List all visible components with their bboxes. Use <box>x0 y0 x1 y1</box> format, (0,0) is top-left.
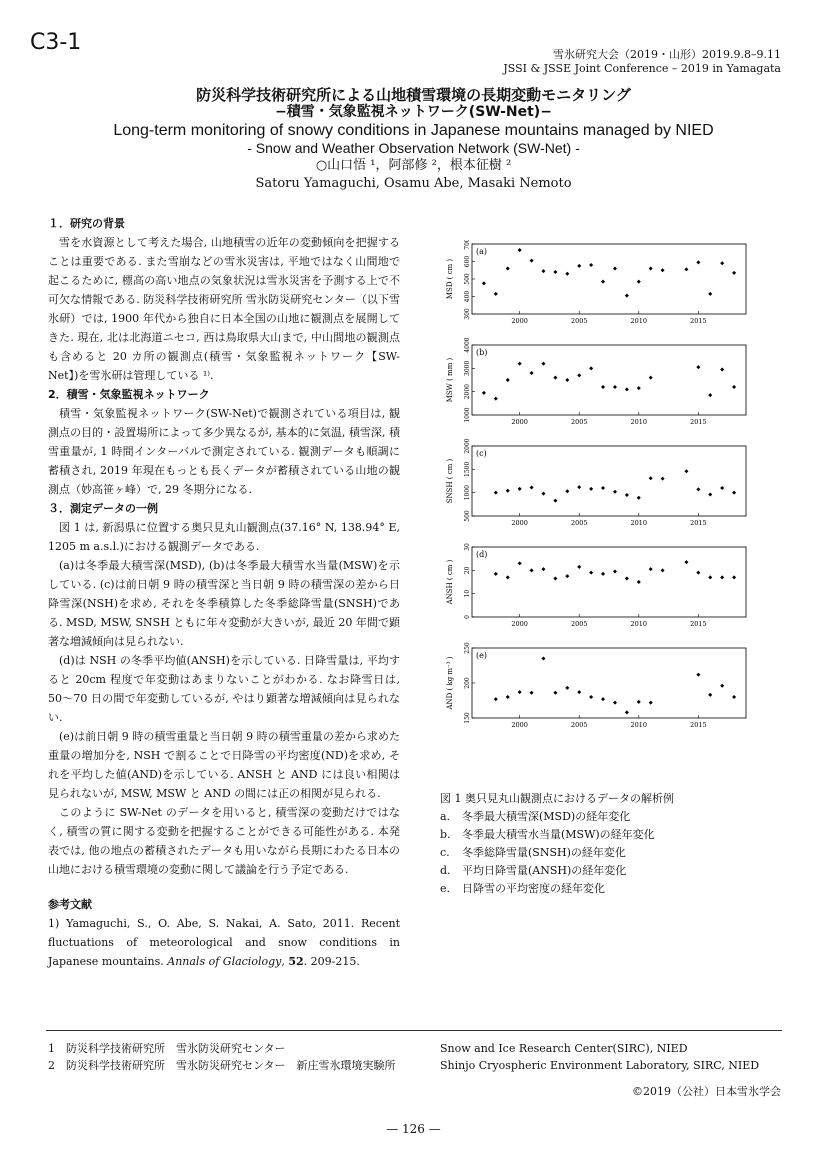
data-point <box>625 493 629 497</box>
y-tick-label: 500 <box>464 273 471 285</box>
data-point <box>720 684 724 688</box>
data-point <box>494 572 498 576</box>
y-tick-label: 200 <box>464 677 471 689</box>
data-point <box>494 292 498 296</box>
data-point <box>625 577 629 581</box>
data-point <box>732 491 736 495</box>
panel-frame <box>472 547 746 617</box>
data-point <box>565 574 569 578</box>
authors-en: Satoru Yamaguchi, Osamu Abe, Masaki Nemoto <box>255 176 572 191</box>
data-point <box>684 560 688 564</box>
title-en: Long-term monitoring of snowy conditions in Japanese mountains managed by NIED <box>113 122 714 139</box>
data-point <box>613 570 617 574</box>
x-tick-label: 2015 <box>690 418 707 426</box>
reference-1-journal: Annals of Glaciology <box>167 955 282 968</box>
data-point <box>637 580 641 584</box>
figure-caption-title: 図 1 奥只見丸山観測点におけるデータの解析例 <box>440 792 674 805</box>
data-point <box>696 487 700 491</box>
data-point <box>649 376 653 380</box>
data-point <box>577 485 581 489</box>
data-point <box>649 701 653 705</box>
conference-header <box>503 48 781 76</box>
data-point <box>661 568 665 572</box>
y-tick-label: 300 <box>464 308 471 320</box>
section-1-heading: １．研究の背景 <box>48 217 125 230</box>
reference-1-pages: . 209-215. <box>303 955 360 968</box>
section-3-paragraph-3: (d)は NSH の冬季平均値(ANSH)を示している. 日降雪量は, 平均すると 20cm 程度で年変動はあまりないことがわかる. なお降雪日は, 50〜70 日の間で年変動しているが, やはり顕著な増減傾向は見られない. <box>48 654 400 724</box>
data-point <box>696 365 700 369</box>
data-point <box>565 378 569 382</box>
section-3-paragraph-5: このように SW-Net のデータを用いると, 積雪深の変動だけではなく, 積雪の質に関する変動を把握することができる可能性がある. 本発表では, 他の地点の蓄積されたデータも用いながら長期にわたる日本の山地における積雪環境の変動に関して議論を行う予定である. <box>48 806 400 876</box>
data-point <box>720 368 724 372</box>
data-point <box>637 700 641 704</box>
data-point <box>518 561 522 565</box>
figure-1-svg <box>436 240 756 730</box>
conference-line-jp: 雪氷研究大会（2019・山形）2019.9.8–9.11 <box>553 48 781 61</box>
data-point <box>708 493 712 497</box>
data-point <box>506 489 510 493</box>
data-point <box>518 362 522 366</box>
data-point <box>577 565 581 569</box>
panel-label: (c) <box>476 449 487 458</box>
data-point <box>565 489 569 493</box>
panel-frame <box>472 244 746 314</box>
data-point <box>732 695 736 699</box>
data-point <box>506 267 510 271</box>
data-point <box>720 261 724 265</box>
reference-1-sep: , <box>281 955 289 968</box>
y-axis-label: MSW ( mm ) <box>446 357 454 403</box>
copyright: ©2019（公社）日本雪氷学会 <box>632 1085 781 1098</box>
data-point <box>708 575 712 579</box>
y-tick-label: 150 <box>464 712 471 724</box>
data-point <box>506 378 510 382</box>
section-2-heading: 2．積雪・気象監視ネットワーク <box>48 388 210 401</box>
y-tick-label: 2000 <box>464 438 471 454</box>
x-tick-label: 2010 <box>630 317 648 325</box>
y-tick-label: 3000 <box>464 360 471 376</box>
data-point <box>589 571 593 575</box>
data-point <box>589 366 593 370</box>
y-tick-label: 2000 <box>464 384 471 400</box>
reference-1-authors: 1) Yamaguchi, S., O. Abe, S. Nakai, A. Sato, 2011. Recent fluctuations of meteorological and snow conditions in Japanese mountains. <box>48 917 400 968</box>
data-point <box>649 267 653 271</box>
data-point <box>625 294 629 298</box>
x-tick-label: 2015 <box>690 317 707 325</box>
data-point <box>482 281 486 285</box>
reference-1 <box>48 914 400 971</box>
data-point <box>589 695 593 699</box>
data-point <box>637 496 641 500</box>
data-point <box>553 270 557 274</box>
data-point <box>541 492 545 496</box>
data-point <box>518 690 522 694</box>
data-point <box>541 657 545 661</box>
data-point <box>637 386 641 390</box>
y-tick-label: 10 <box>464 589 471 598</box>
data-point <box>553 376 557 380</box>
data-point <box>661 268 665 272</box>
y-tick-label: 30 <box>464 543 471 551</box>
y-axis-label: MSD ( cm ) <box>446 258 454 300</box>
y-tick-label: 4000 <box>464 337 471 353</box>
y-axis-label: SNSH ( cm ) <box>446 458 454 504</box>
data-point <box>589 263 593 267</box>
figure-item-b: b. 冬季最大積雪水当量(MSW)の経年変化 <box>440 828 655 841</box>
data-point <box>541 269 545 273</box>
data-point <box>565 686 569 690</box>
x-tick-label: 2015 <box>690 721 707 729</box>
data-point <box>613 385 617 389</box>
data-point <box>601 486 605 490</box>
footnote-divider <box>46 1030 782 1031</box>
section-3-heading: ３．測定データの一例 <box>48 502 158 515</box>
subtitle-jp: −積雪・気象監視ネットワーク(SW-Net)− <box>275 104 552 120</box>
section-3-paragraph-4: (e)は前日朝 9 時の積雪重量と当日朝 9 時の積雪重量の差から求めた重量の増加分を, NSH で割ることで日降雪の平均密度(ND)を求め, それを平均した値(AND)を示している. ANSH と AND には良い相関は見られないが, MSW, MSW と AND の間には正の相関が見られる. <box>48 730 400 800</box>
data-point <box>708 393 712 397</box>
data-point <box>482 391 486 395</box>
data-point <box>625 710 629 714</box>
figure-item-a: a. 冬季最大積雪深(MSD)の経年変化 <box>440 810 631 823</box>
data-point <box>494 491 498 495</box>
x-tick-label: 2010 <box>630 620 648 628</box>
footnote-affiliations-jp: 防災科学技術研究所 雪氷防災研究センター 防災科学技術研究所 雪氷防災研究センター 新庄雪氷環境実験所 <box>66 1042 396 1072</box>
data-point <box>708 693 712 697</box>
panel-frame <box>472 648 746 718</box>
figure-caption <box>440 790 760 898</box>
y-tick-label: 700 <box>464 240 471 250</box>
figure-item-e: e. 日降雪の平均密度の経年変化 <box>440 882 605 895</box>
x-tick-label: 2005 <box>570 418 588 426</box>
y-tick-label: 1000 <box>464 407 471 423</box>
reference-1-volume: 52 <box>288 955 304 968</box>
panel-frame <box>472 345 746 415</box>
data-point <box>565 272 569 276</box>
data-point <box>553 691 557 695</box>
x-tick-label: 2005 <box>570 519 588 527</box>
conference-line-en: JSSI & JSSE Joint Conference – 2019 in Yamagata <box>503 62 781 75</box>
data-point <box>577 264 581 268</box>
footnote-affiliations-en: Snow and Ice Research Center(SIRC), NIED Shinjo Cryospheric Environment Laboratory, SIRC, NIED <box>440 1042 760 1072</box>
data-point <box>601 697 605 701</box>
data-point <box>625 387 629 391</box>
section-3-paragraph-1: 図 1 は, 新潟県に位置する奥只見丸山観測点(37.16° N, 138.94° E, 1205 m a.s.l.)における観測データである. <box>48 521 400 553</box>
y-tick-label: 400 <box>464 290 471 303</box>
x-tick-label: 2015 <box>690 519 707 527</box>
data-point <box>601 385 605 389</box>
data-point <box>637 280 641 284</box>
data-point <box>661 477 665 481</box>
references-heading: 参考文献 <box>48 898 92 911</box>
figure-item-c: c. 冬季総降雪量(SNSH)の経年変化 <box>440 846 626 859</box>
x-tick-label: 2010 <box>630 519 648 527</box>
data-point <box>589 487 593 491</box>
data-point <box>601 280 605 284</box>
y-tick-label: 1000 <box>464 485 471 501</box>
data-point <box>553 577 557 581</box>
data-point <box>732 385 736 389</box>
subtitle-en: - Snow and Weather Observation Network (SW-Net) - <box>247 140 580 156</box>
data-point <box>684 469 688 473</box>
data-point <box>613 701 617 705</box>
x-tick-label: 2005 <box>570 721 588 729</box>
session-code: C3-1 <box>30 30 82 55</box>
data-point <box>530 568 534 572</box>
data-point <box>708 292 712 296</box>
body-text <box>48 214 400 971</box>
x-tick-label: 2000 <box>511 418 528 426</box>
data-point <box>732 575 736 579</box>
figure-item-d: d. 平均日降雪量(ANSH)の経年変化 <box>440 864 627 877</box>
data-point <box>506 575 510 579</box>
x-tick-label: 2000 <box>511 317 528 325</box>
data-point <box>649 476 653 480</box>
data-point <box>494 397 498 401</box>
title-block <box>0 86 827 193</box>
panel-label: (a) <box>476 247 488 256</box>
x-tick-label: 2005 <box>570 620 588 628</box>
panel-label: (e) <box>476 651 487 660</box>
y-tick-label: 250 <box>464 642 471 654</box>
section-2-paragraph: 積雪・気象監視ネットワーク(SW-Net)で観測されている項目は, 観測点の目的・設置場所によって多少異なるが, 基本的に気温, 積雪深, 積雪重量が, 1 時間インターバルで測定されている. 観測データも順調に蓄積され, 2019 年現在もっとも長くデータが蓄積されている山地の観測点（妙高笹ヶ峰）で, 29 冬期分になる. <box>48 407 400 496</box>
x-tick-label: 2005 <box>570 317 588 325</box>
section-1-paragraph: 雪を水資源として考えた場合, 山地積雪の近年の変動傾向を把握することは重要である. また雪崩などの雪氷災害は, 平地ではなく山間地で起こるために, 標高の高い地点の気象状況は雪氷災害を予測する上で不可欠な情報である. 防災科学技術研究所 雪氷防災研究センター（以下雪氷研）では, 1900 年代から独自に日本全国の山地に観測点を展開してきた. 現在, 北は北海道ニセコ, 西は鳥取県大山まで, 中山間地の観測点も含めると 20 カ所の観測点(積雪・気象監視ネットワーク【SW-Net】)を雪氷研は管理している ¹⁾. <box>48 236 400 382</box>
data-point <box>696 571 700 575</box>
data-point <box>720 575 724 579</box>
data-point <box>518 248 522 252</box>
data-point <box>720 486 724 490</box>
panel-label: (b) <box>476 348 488 357</box>
x-tick-label: 2015 <box>690 620 707 628</box>
data-point <box>577 373 581 377</box>
data-point <box>613 267 617 271</box>
data-point <box>577 690 581 694</box>
title-jp: 防災科学技術研究所による山地積雪環境の長期変動モニタリング <box>196 86 631 104</box>
x-tick-label: 2010 <box>630 418 648 426</box>
data-point <box>696 260 700 264</box>
data-point <box>494 697 498 701</box>
footnote-numbers: 1 2 <box>48 1042 55 1072</box>
y-axis-label: ANSH ( cm ) <box>446 559 454 605</box>
y-tick-label: 0 <box>464 615 471 619</box>
data-point <box>553 499 557 503</box>
data-point <box>506 695 510 699</box>
data-point <box>649 567 653 571</box>
figure-1-charts <box>436 240 756 734</box>
panel-label: (d) <box>476 550 488 559</box>
data-point <box>541 567 545 571</box>
data-point <box>541 362 545 366</box>
y-tick-label: 500 <box>464 510 471 522</box>
y-axis-label: AND ( kg m⁻³ ) <box>446 656 454 710</box>
y-tick-label: 20 <box>464 566 471 575</box>
panel-frame <box>472 446 746 516</box>
page-number: — 126 — <box>386 1122 441 1136</box>
data-point <box>684 267 688 271</box>
data-point <box>732 271 736 275</box>
x-tick-label: 2010 <box>630 721 648 729</box>
data-point <box>530 486 534 490</box>
data-point <box>696 673 700 677</box>
data-point <box>518 487 522 491</box>
section-3-paragraph-2: (a)は冬季最大積雪深(MSD), (b)は冬季最大積雪水当量(MSW)を示している. (c)は前日朝 9 時の積雪深と当日朝 9 時の積雪深の差から日降雪深(NSH)を求め, それを冬季積算した冬季総降雪量(SNSH)である. MSD, MSW, SNSH ともに年々変動が大きいが, 最近 20 年間で顕著な増減傾向は見られない. <box>48 559 400 648</box>
data-point <box>530 371 534 375</box>
y-tick-label: 600 <box>464 255 471 268</box>
x-tick-label: 2000 <box>511 620 528 628</box>
x-tick-label: 2000 <box>511 519 528 527</box>
y-tick-label: 1500 <box>464 461 471 477</box>
authors-jp: ○山口悟 ¹，阿部修 ²，根本征樹 ² <box>315 158 512 173</box>
data-point <box>530 691 534 695</box>
data-point <box>601 572 605 576</box>
x-tick-label: 2000 <box>511 721 528 729</box>
data-point <box>613 490 617 494</box>
data-point <box>530 259 534 263</box>
